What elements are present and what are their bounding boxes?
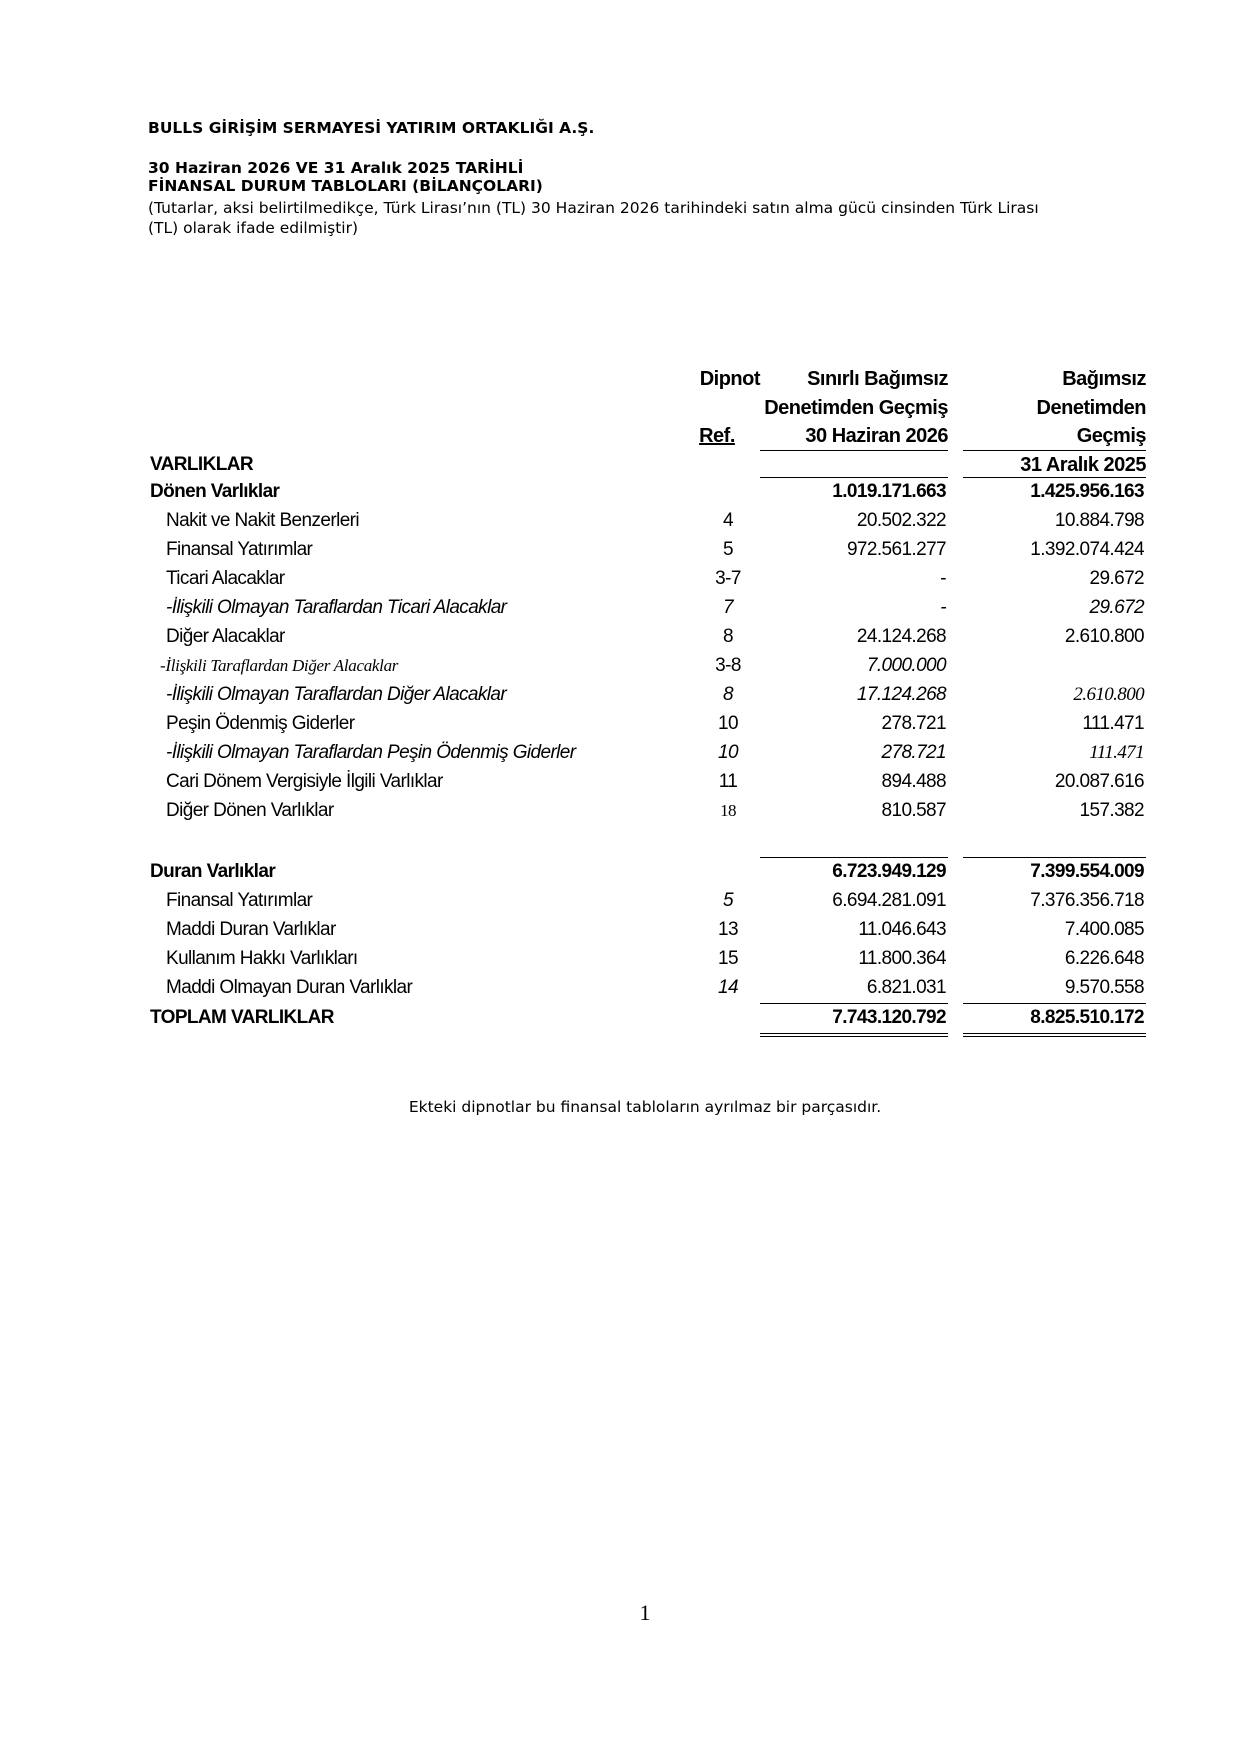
- row-label: Cari Dönem Vergisiyle İlgili Varlıklar: [166, 771, 443, 792]
- row-value-2025: 9.570.558: [1064, 977, 1144, 998]
- noncurrent-assets-total-2026: 6.723.949.129: [832, 861, 946, 882]
- row-label: -İlişkili Olmayan Taraflardan Diğer Alacaklar: [166, 684, 507, 705]
- row-ref: 7: [723, 597, 733, 618]
- row-ref: 4: [723, 510, 733, 531]
- total-assets-row: [0, 1003, 1241, 1032]
- row-value-2025: 29.672: [1089, 597, 1144, 618]
- row-label: Maddi Olmayan Duran Varlıklar: [166, 977, 413, 998]
- row-value-2026: 11.800.364: [858, 948, 946, 969]
- row-label: Diğer Alacaklar: [166, 626, 285, 647]
- noncurrent-assets-total-row: [0, 857, 1241, 886]
- row-value-2026: 810.587: [881, 800, 946, 821]
- row-value-2025: 2.610.800: [1064, 626, 1144, 647]
- row-label: Ticari Alacaklar: [166, 568, 285, 589]
- row-value-2026: 6.821.031: [866, 977, 946, 998]
- current-assets-total-2026: 1.019.171.663: [832, 481, 946, 502]
- row-label: Finansal Yatırımlar: [166, 539, 313, 560]
- statement-title: FİNANSAL DURUM TABLOLARI (BİLANÇOLARI): [148, 177, 543, 195]
- statement-subtitle-line2: (TL) olarak ifade edilmiştir): [148, 219, 359, 237]
- table-row: [0, 767, 1241, 796]
- row-value-2026: 20.502.322: [856, 510, 946, 531]
- column-2025-line2: Denetimden Geçmiş: [1036, 396, 1146, 447]
- table-row: [0, 622, 1241, 651]
- table-row: [0, 944, 1241, 973]
- total-assets-2025: 8.825.510.172: [1030, 1007, 1144, 1028]
- column-2025-line1: Bağımsız: [1062, 368, 1146, 390]
- current-assets-label: Dönen Varlıklar: [150, 481, 280, 502]
- company-name: BULLS GİRİŞİM SERMAYESİ YATIRIM ORTAKLIĞI A.Ş.: [148, 119, 595, 137]
- table-row: [0, 738, 1241, 767]
- statement-subtitle-line1: (Tutarlar, aksi belirtilmedikçe, Türk Lirası’nın (TL) 30 Haziran 2026 tarihindeki satın alma gücü cinsinden Türk Lirası: [148, 199, 1039, 217]
- row-value-2026: 6.694.281.091: [832, 890, 946, 911]
- row-value-2026: 894.488: [881, 771, 946, 792]
- row-value-2026: 972.561.277: [846, 539, 946, 560]
- table-row: [0, 886, 1241, 915]
- table-row: [0, 709, 1241, 738]
- current-assets-total-row: [0, 477, 1241, 506]
- row-ref: 10: [718, 742, 738, 763]
- total-assets-label: TOPLAM VARLIKLAR: [150, 1007, 334, 1028]
- row-value-2025: 7.400.085: [1064, 919, 1144, 940]
- row-label: Finansal Yatırımlar: [166, 890, 313, 911]
- row-label: Nakit ve Nakit Benzerleri: [166, 510, 360, 531]
- table-row: [0, 973, 1241, 1002]
- row-ref: 3-7: [715, 568, 741, 589]
- row-ref: 3-8: [715, 655, 741, 676]
- row-label: -İlişkili Olmayan Taraflardan Peşin Ödenmiş Giderler: [166, 742, 576, 763]
- table-row: [0, 593, 1241, 622]
- total-assets-double-rule-2026: [760, 1033, 948, 1037]
- row-value-2025: 29.672: [1089, 568, 1144, 589]
- row-ref: 5: [723, 539, 733, 560]
- row-value-2025: 157.382: [1079, 800, 1144, 821]
- row-ref: 11: [718, 771, 738, 792]
- noncurrent-assets-label: Duran Varlıklar: [150, 861, 276, 882]
- table-row: [0, 651, 1241, 680]
- column-2026-line3: 30 Haziran 2026: [805, 425, 948, 447]
- row-ref: 10: [718, 713, 738, 734]
- row-label: Diğer Dönen Varlıklar: [166, 800, 334, 821]
- row-value-2026: -: [940, 568, 946, 589]
- row-label: Maddi Duran Varlıklar: [166, 919, 336, 940]
- column-2026-header: [760, 365, 948, 451]
- row-value-2026: 278.721: [881, 742, 946, 763]
- table-row: [0, 564, 1241, 593]
- row-ref: 13: [718, 919, 738, 940]
- row-value-2025: 7.376.356.718: [1030, 890, 1144, 911]
- row-ref: 5: [723, 890, 733, 911]
- noncurrent-assets-total-2025: 7.399.554.009: [1030, 861, 1144, 882]
- total-assets-double-rule-2025: [963, 1033, 1146, 1037]
- row-value-2026: 278.721: [881, 713, 946, 734]
- column-2026-line1: Sınırlı Bağımsız: [807, 368, 948, 390]
- table-row: [0, 506, 1241, 535]
- table-row: [0, 915, 1241, 944]
- row-ref: 15: [718, 948, 738, 969]
- row-value-2025: 10.884.798: [1054, 510, 1144, 531]
- section-title: VARLIKLAR: [150, 454, 253, 475]
- section-title-row: [0, 450, 1241, 479]
- table-row: [0, 535, 1241, 564]
- row-ref: 8: [723, 626, 733, 647]
- total-assets-2026: 7.743.120.792: [832, 1007, 946, 1028]
- page-number: 1: [639, 1600, 651, 1625]
- row-label: Peşin Ödenmiş Giderler: [166, 713, 355, 734]
- footer-note: Ekteki dipnotlar bu finansal tabloların ayrılmaz bir parçasıdır.: [408, 1098, 882, 1116]
- row-value-2025: 6.226.648: [1064, 948, 1144, 969]
- row-value-2025: 1.392.074.424: [1030, 539, 1144, 560]
- row-value-2025: 2.610.800: [1073, 684, 1144, 705]
- row-ref: 14: [718, 977, 738, 998]
- row-value-2026: -: [940, 597, 946, 618]
- row-value-2026: 11.046.643: [858, 919, 946, 940]
- column-2026-line2: Denetimden Geçmiş: [764, 396, 948, 419]
- row-label: Kullanım Hakkı Varlıkları: [166, 948, 358, 969]
- ref-header: Ref.: [699, 425, 735, 447]
- row-value-2026: 24.124.268: [856, 626, 946, 647]
- row-value-2025: 111.471: [1089, 742, 1144, 763]
- row-value-2025: 111.471: [1082, 713, 1144, 734]
- row-value-2025: 20.087.616: [1054, 771, 1144, 792]
- table-row: [0, 796, 1241, 825]
- column-2025-line3: 31 Aralık 2025: [1020, 453, 1146, 476]
- row-label: -İlişkili Olmayan Taraflardan Ticari Alacaklar: [166, 597, 507, 618]
- current-assets-total-2025: 1.425.956.163: [1030, 481, 1144, 502]
- row-label: -İlişkili Taraflardan Diğer Alacaklar: [160, 656, 399, 675]
- row-ref: 8: [723, 684, 733, 705]
- dipnot-header: Dipnot: [699, 368, 760, 390]
- table-row: [0, 680, 1241, 709]
- row-value-2026: 7.000.000: [866, 655, 946, 676]
- statement-date-title: 30 Haziran 2026 VE 31 Aralık 2025 TARİHLİ: [148, 159, 524, 177]
- row-ref: 18: [720, 801, 736, 820]
- row-value-2026: 17.124.268: [856, 684, 946, 705]
